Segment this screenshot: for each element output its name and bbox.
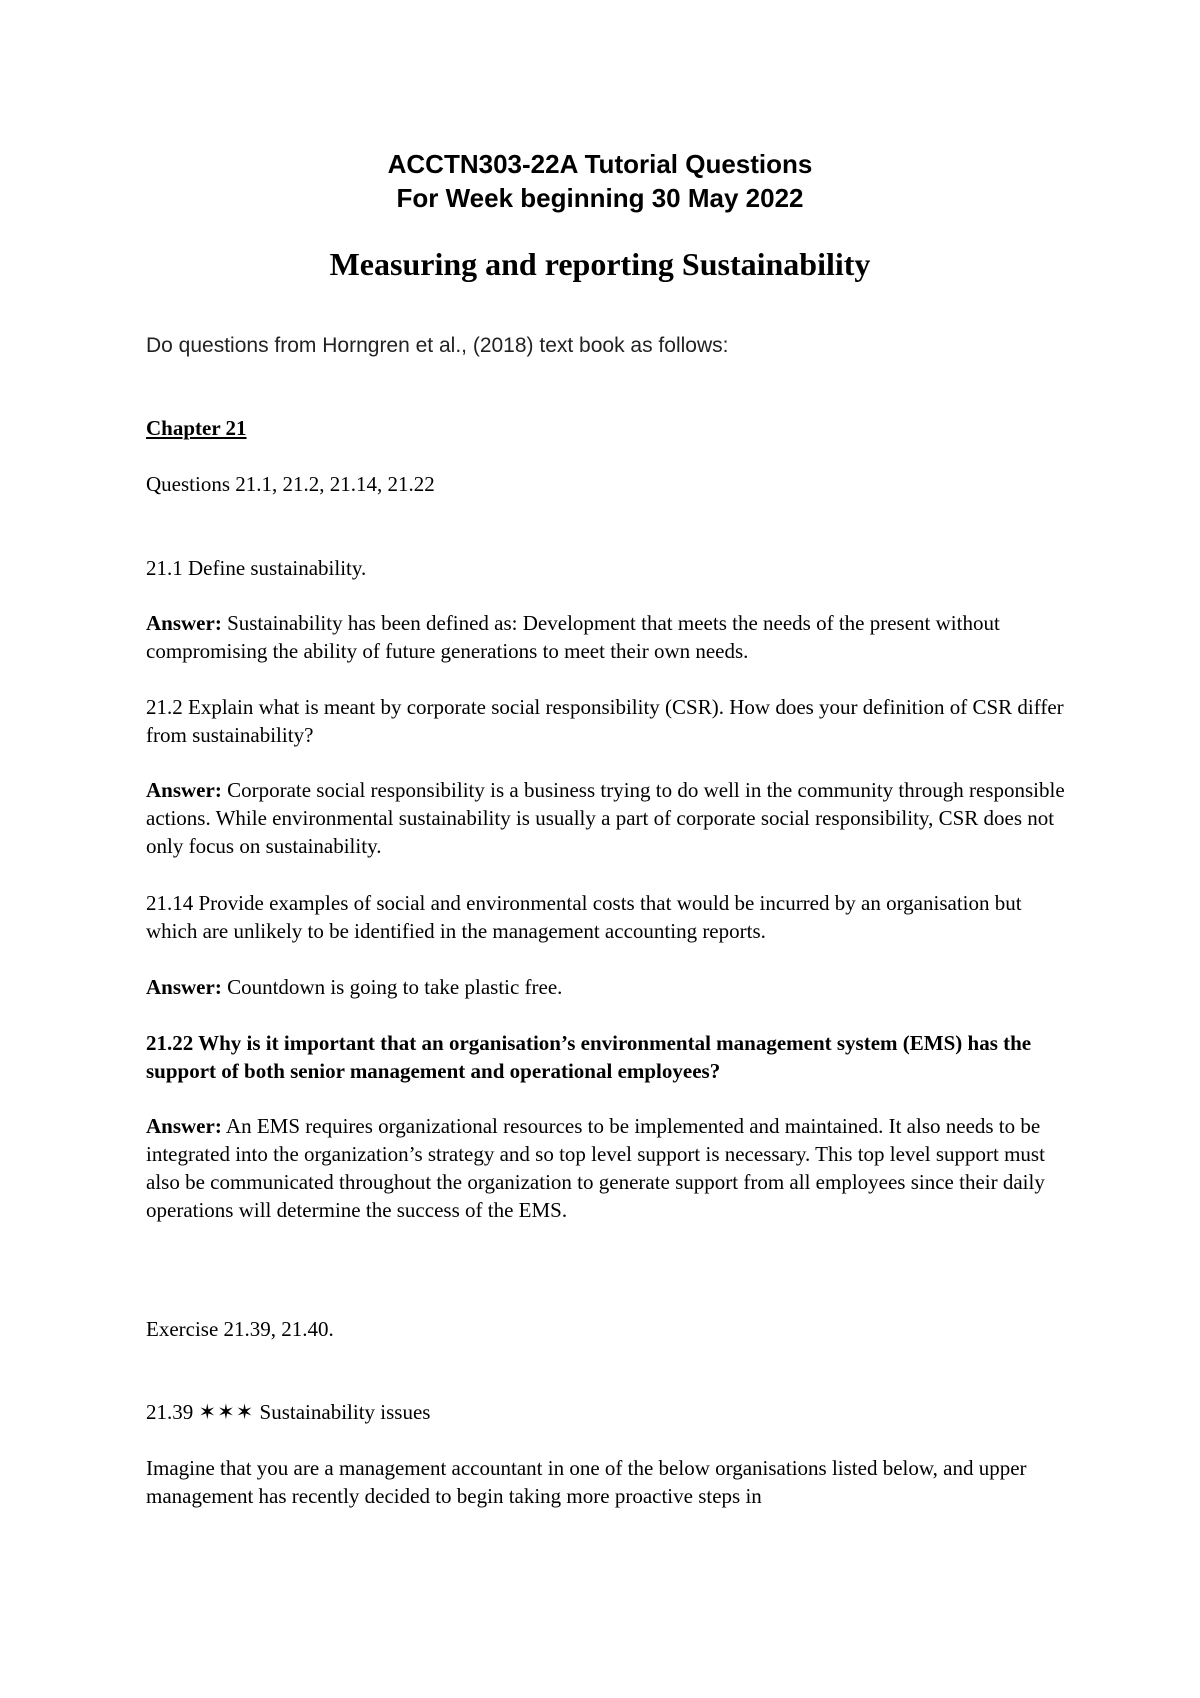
question-21-14: 21.14 Provide examples of social and environmental costs that would be incurred by an organisation but which are unlikely to be identified in the management accounting reports. [146, 891, 1022, 943]
difficulty-stars-icon: ✶✶✶ [198, 1400, 255, 1424]
answer-21-2 [146, 776, 1076, 860]
exercise-line: Exercise 21.39, 21.40. [146, 1317, 334, 1341]
answer-label: Answer: [146, 975, 222, 999]
answer-text: Countdown is going to take plastic free. [221, 975, 563, 999]
exercise-21-39-text: Imagine that you are a management accountant in one of the below organisations listed below, and upper management has recently decided to begin taking more proactive steps in [146, 1456, 1027, 1508]
exercise-21-39-heading [146, 1398, 1076, 1426]
exercise-title: Sustainability issues [259, 1400, 431, 1424]
answer-text: An EMS requires organizational resources to be implemented and maintained. It also needs to be integrated into the organization’s strategy and so top level support is necessary. This top level support must also be communicated throughout the organization to generate support from all employees since their daily operations will determine the success of the EMS. [146, 1114, 1045, 1222]
answer-label: Answer: [146, 611, 222, 635]
question-21-2: 21.2 Explain what is meant by corporate social responsibility (CSR). How does your definition of CSR differ from sustainability? [146, 695, 1064, 747]
answer-label: Answer: [146, 778, 222, 802]
chapter-label: Chapter 21 [146, 416, 247, 440]
question-21-22: 21.22 Why is it important that an organisation’s environmental management system (EMS) has the support of both senior management and operational employees? [146, 1031, 1032, 1083]
header-course-title: ACCTN303-22A Tutorial Questions [387, 149, 813, 179]
answer-21-14 [146, 973, 1076, 1001]
intro-text: Do questions from Horngren et al., (2018) text book as follows: [146, 334, 729, 357]
chapter-heading [146, 414, 1076, 442]
answer-text: Sustainability has been defined as: Development that meets the needs of the present without compromising the ability of future generations to meet their own needs. [146, 611, 1000, 663]
exercise-number: 21.39 [146, 1400, 194, 1424]
header-week: For Week beginning 30 May 2022 [396, 183, 804, 213]
question-21-1: 21.1 Define sustainability. [146, 556, 367, 580]
page-title: Measuring and reporting Sustainability [329, 246, 871, 282]
answer-21-1 [146, 609, 1076, 665]
answer-21-22 [146, 1112, 1076, 1224]
answer-text: Corporate social responsibility is a business trying to do well in the community through responsible actions. While environmental sustainability is usually a part of corporate social responsibility, CSR does not only focus on sustainability. [146, 778, 1065, 858]
questions-line: Questions 21.1, 21.2, 21.14, 21.22 [146, 472, 435, 496]
document-header [0, 147, 1200, 215]
answer-label: Answer: [146, 1114, 222, 1138]
